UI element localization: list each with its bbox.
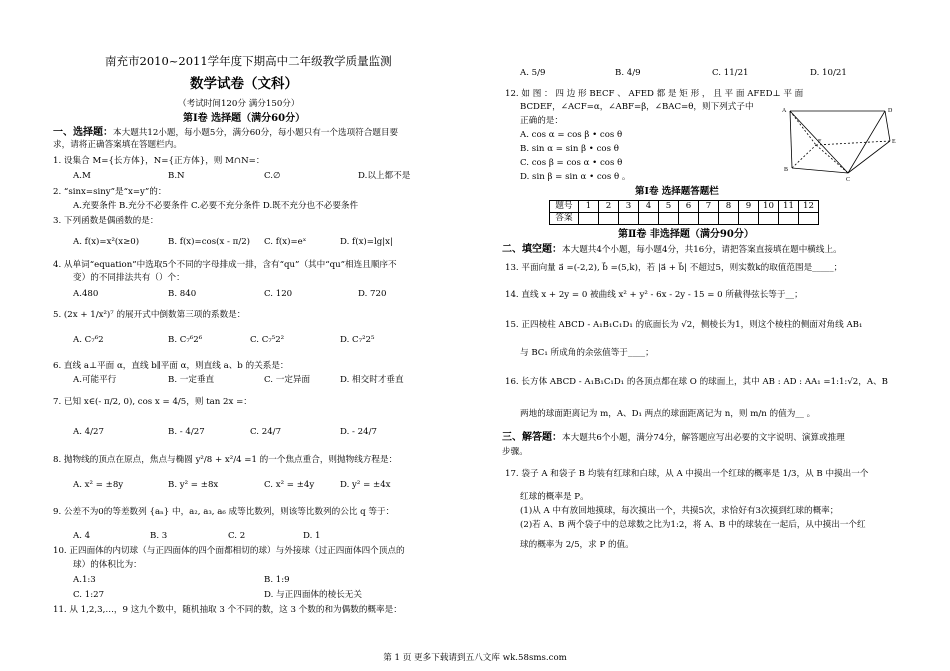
q14-text: 14. 直线 x + 2y = 0 被曲线 x² + y² - 6x - 2y - 15 = 0 所截得弦长等于__；	[505, 290, 803, 300]
label-a: A	[782, 108, 787, 114]
edge-dc	[848, 111, 885, 173]
q10-option-b: B. 1:9	[264, 575, 290, 585]
sec3-head: 三、解答题：	[502, 432, 562, 443]
answer-table-row-numbers	[550, 201, 819, 213]
q7-option-a: A. 4/27	[73, 427, 104, 437]
q5-option-b: B. C₇⁶2⁶	[168, 335, 203, 345]
answer-cell[interactable]	[739, 213, 759, 225]
q4-stem-1: 4. 从单词“equation”中选取5个不同的字母排成一排，含有“qu”（其中“qu”相连且顺序不	[53, 260, 397, 270]
answer-cell[interactable]	[579, 213, 599, 225]
sec1-heading	[53, 127, 398, 139]
answer-cell[interactable]	[619, 213, 639, 225]
answer-cell[interactable]	[799, 213, 819, 225]
q10-option-c: C. 1:27	[73, 590, 105, 600]
q12-line-3: 正确的是：	[520, 116, 563, 126]
answer-cell[interactable]	[759, 213, 779, 225]
q12-option-c: C. cos β = cos α • cos θ	[520, 158, 623, 168]
sec3-desc: 本大题共6个小题，满分74分，解答题应写出必要的文字说明、演算或推理	[562, 433, 845, 443]
q3-option-b: B. f(x)=cos(x - π/2)	[168, 237, 251, 247]
label-e: E	[892, 139, 896, 145]
qnum-cell: 4	[639, 201, 659, 213]
q4-option-c: C. 120	[264, 289, 293, 299]
q8-stem: 8. 抛物线的顶点在原点，焦点与椭圆 y²/8 + x²/4 =1 的一个焦点重合，则抛物线方程是：	[53, 455, 398, 465]
q7-option-b: B. - 4/27	[168, 427, 205, 437]
qnum-cell: 1	[579, 201, 599, 213]
q6-option-a: A.可能平行	[73, 375, 117, 385]
edge-ce	[848, 141, 890, 173]
row-label-number: 题号	[550, 201, 579, 213]
edge-bc	[792, 168, 848, 173]
sec3-desc-2: 步骤。	[502, 447, 528, 457]
qnum-cell: 3	[619, 201, 639, 213]
label-f: F	[818, 139, 822, 145]
q9-option-d: D. 1	[303, 531, 321, 541]
q17-line-5: 球的概率为 2/5，求 P 的值。	[520, 540, 634, 550]
q1-option-c: C.∅	[264, 171, 281, 181]
q5-option-d: D. C₇²2⁵	[340, 335, 375, 345]
sec2-heading	[502, 244, 842, 256]
sec1-desc: 本大题共12小题，每小题5分，满分60分，每小题只有一个选项符合题目要	[113, 128, 399, 138]
q15-line-2: 与 BC₁ 所成角的余弦值等于____；	[520, 348, 654, 358]
q12-option-d: D. sin β = sin α • cos θ 。	[520, 172, 631, 182]
q4-stem-2: 变）的不同排法共有（）个：	[73, 273, 185, 283]
q1-option-d: D.以上都不是	[358, 171, 411, 181]
q3-stem: 3. 下列函数是偶函数的是：	[53, 216, 159, 226]
q12-option-b: B. sin α = sin β • cos θ	[520, 144, 619, 154]
label-d: D	[888, 108, 893, 114]
q1-option-b: B.N	[168, 171, 185, 181]
sec2-desc: 本大题共4个小题，每小题4分，共16分，请把答案直接填在题中横线上。	[562, 245, 842, 255]
edge-af	[790, 111, 816, 145]
q2-options: A.充要条件 B.充分不必要条件 C.必要不充分条件 D.既不充分也不必要条件	[73, 201, 359, 211]
q11-option-a: A. 5/9	[520, 68, 546, 78]
qnum-cell: 9	[739, 201, 759, 213]
q10-option-a: A.1:3	[73, 575, 96, 585]
qnum-cell: 6	[679, 201, 699, 213]
q6-stem: 6. 直线 a⊥平面 α，直线 b∥平面 α，则直线 a、b 的关系是：	[53, 361, 289, 371]
part2-title: 第Ⅱ卷 非选择题（满分90分）	[618, 229, 754, 240]
q5-option-a: A. C₇⁶2	[73, 335, 104, 345]
qnum-cell: 7	[699, 201, 719, 213]
edge-bf	[792, 145, 816, 168]
q13-text: 13. 平面向量 a⃗ =(-2,2), b⃗ =(5,k)，若 |a⃗ + b⃗| 不超过5，则实数k的取值范围是_____；	[505, 263, 843, 273]
q16-line-2: 两地的球面距离记为 m，A、D₁ 两点的球面距离记为 n，则 m/n 的值为__ 。	[520, 409, 816, 419]
q4-option-a: A.480	[73, 289, 99, 299]
school-header: 南充市2010~2011学年度下期高中二年级教学质量监测	[105, 54, 392, 68]
q12-line-2: BCDEF，∠ACF=α，∠ABF=β，∠BAC=θ，则下列式子中	[520, 102, 754, 112]
qnum-cell: 2	[599, 201, 619, 213]
q11-option-d: D. 10/21	[810, 68, 847, 78]
q9-option-b: B. 3	[150, 531, 168, 541]
q6-option-b: B. 一定垂直	[168, 375, 215, 385]
q8-option-d: D. y² = ±4x	[340, 480, 391, 490]
q7-option-c: C. 24/7	[250, 427, 282, 437]
answer-cell[interactable]	[679, 213, 699, 225]
q3-option-d: D. f(x)=lg|x|	[340, 237, 393, 247]
qnum-cell: 10	[759, 201, 779, 213]
label-c: C	[846, 177, 851, 183]
part1-title: 第Ⅰ卷 选择题（满分60分）	[183, 113, 306, 124]
q6-option-c: C. 一定异面	[264, 375, 311, 385]
q17-line-3: (1)从 A 中有放回地摸球，每次摸出一个，共摸5次，求恰好有3次摸到红球的概率；	[520, 506, 839, 516]
q12-line-1: 12. 如 图 ： 四 边 形 BECF 、 AFED 都 是 矩 形 ， 且 平 面 AFED⊥ 平 面	[505, 89, 804, 99]
q7-stem: 7. 已知 x∈(- π/2, 0), cos x = 4/5，则 tan 2x =：	[53, 397, 252, 407]
q8-option-b: B. y² = ±8x	[168, 480, 219, 490]
sec3-heading	[502, 432, 845, 444]
page-footer: 第 1 页 更多下载请到五八文库 wk.58sms.com	[383, 653, 567, 663]
q9-option-c: C. 2	[228, 531, 246, 541]
q2-stem: 2. “sinx=siny”是“x=y”的：	[53, 187, 167, 197]
answer-cell[interactable]	[699, 213, 719, 225]
qnum-cell: 8	[719, 201, 739, 213]
q8-option-c: C. x² = ±4y	[264, 480, 315, 490]
row-label-answer: 答案	[550, 213, 579, 225]
sec1-desc-2: 求，请将正确答案填在答题栏内。	[53, 140, 182, 150]
qnum-cell: 5	[659, 201, 679, 213]
q15-line-1: 15. 正四棱柱 ABCD - A₁B₁C₁D₁ 的底面长为 √2，侧棱长为1，则这个棱柱的侧面对角线 AB₁	[505, 320, 863, 330]
q17-line-4: (2)若 A、B 两个袋子中的总球数之比为1:2，将 A、B 中的球装在一起后，从中摸出一个红	[520, 520, 866, 530]
answer-table-title: 第Ⅰ卷 选择题答题栏	[635, 186, 719, 197]
q11-option-c: C. 11/21	[712, 68, 749, 78]
q7-option-d: D. - 24/7	[340, 427, 377, 437]
answer-table	[549, 200, 819, 225]
qnum-cell: 12	[799, 201, 819, 213]
edge-ab	[790, 111, 792, 168]
q11-option-b: B. 4/9	[615, 68, 641, 78]
q4-option-b: B. 840	[168, 289, 197, 299]
q10-option-d: D. 与正四面体的棱长无关	[264, 590, 362, 600]
q9-stem: 9. 公差不为0的等差数列 {aₙ} 中，a₂, a₃, a₆ 成等比数列，则该等比数列的公比 q 等于：	[53, 507, 395, 517]
q6-option-d: D. 相交时才垂直	[340, 375, 404, 385]
q8-option-a: A. x² = ±8y	[73, 480, 124, 490]
label-b: B	[784, 167, 789, 173]
q5-option-c: C. C₇⁵2²	[250, 335, 285, 345]
q1-option-a: A.M	[73, 171, 91, 181]
q12-geometry-figure	[780, 103, 900, 183]
sec1-head: 一、选择题：	[53, 127, 113, 138]
answer-cell[interactable]	[719, 213, 739, 225]
qnum-cell: 11	[779, 201, 799, 213]
q16-line-1: 16. 长方体 ABCD - A₁B₁C₁D₁ 的各顶点都在球 O 的球面上，其中 AB : AD : AA₁ =1:1:√2，A、B	[505, 377, 888, 387]
q10-stem-2: 球）的体积比为：	[73, 560, 142, 570]
q5-stem: 5. (2x + 1/x²)⁷ 的展开式中倒数第三项的系数是：	[53, 310, 246, 320]
edge-fe	[816, 141, 890, 145]
answer-cell[interactable]	[779, 213, 799, 225]
answer-cell[interactable]	[659, 213, 679, 225]
q4-option-d: D. 720	[358, 289, 387, 299]
q9-option-a: A. 4	[73, 531, 91, 541]
answer-cell[interactable]	[599, 213, 619, 225]
q1-stem: 1. 设集合 M={长方体}，N={正方体}，则 M∩N=：	[53, 156, 265, 166]
q3-option-c: C. f(x)=eˣ	[264, 237, 307, 247]
q11-stem: 11. 从 1,2,3,…，9 这九个数中，随机抽取 3 个不同的数，这 3 个数的和为偶数的概率是：	[53, 605, 402, 615]
q12-option-a: A. cos α = cos β • cos θ	[520, 130, 623, 140]
edge-fc	[816, 145, 848, 173]
answer-cell[interactable]	[639, 213, 659, 225]
exam-info: （考试时间120分 满分150分）	[178, 99, 300, 109]
q10-stem-1: 10. 正四面体的内切球（与正四面体的四个面都相切的球）与外接球（过正四面体四个顶点的	[53, 546, 405, 556]
q3-option-a: A. f(x)=x²(x≥0)	[73, 237, 140, 247]
sec2-head: 二、填空题：	[502, 244, 562, 255]
answer-table-row-answers	[550, 213, 819, 225]
q17-line-1: 17. 袋子 A 和袋子 B 均装有红球和白球，从 A 中摸出一个红球的概率是 1/3，从 B 中摸出一个	[505, 469, 869, 479]
edge-de	[885, 111, 890, 141]
paper-title: 数学试卷（文科）	[190, 76, 298, 92]
q17-line-2: 红球的概率是 P。	[520, 492, 589, 502]
